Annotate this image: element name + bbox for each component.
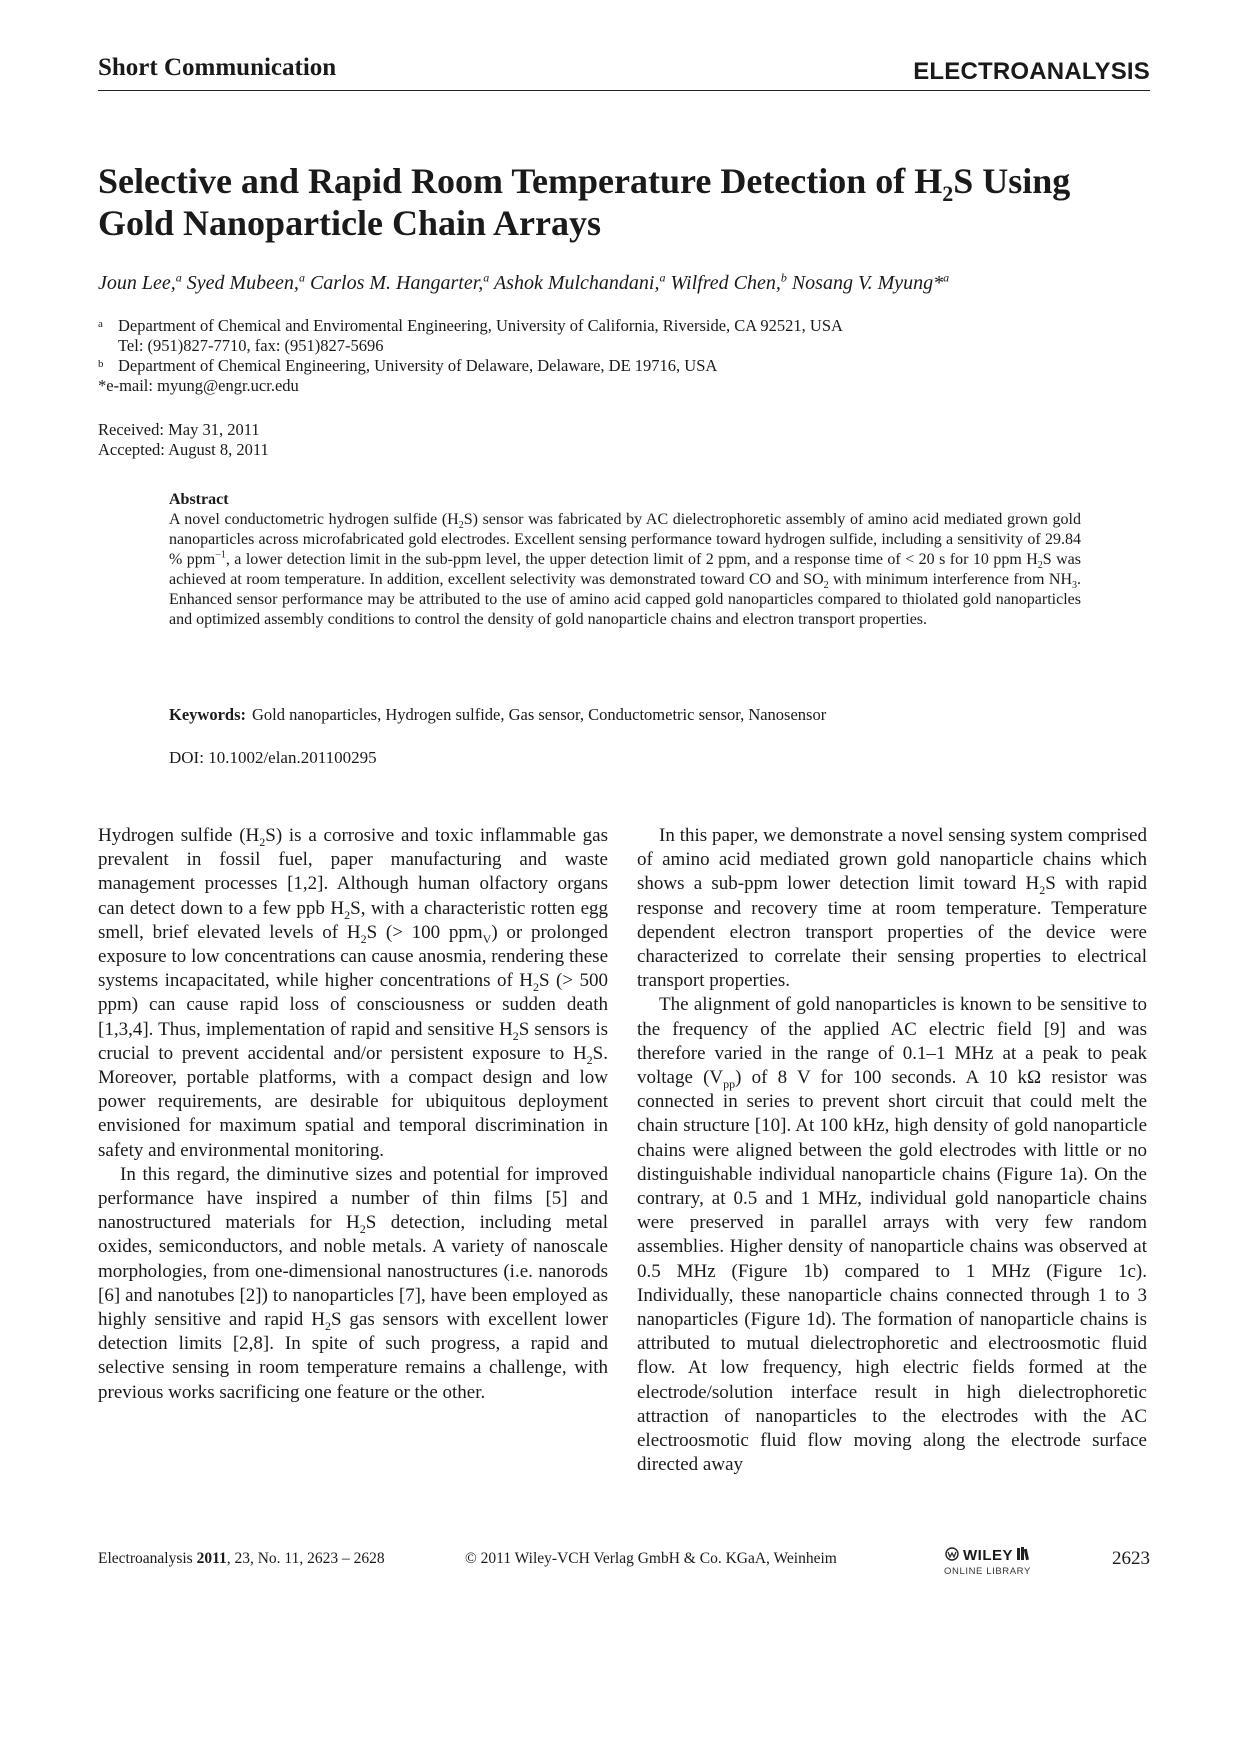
received-date: Received: May 31, 2011 xyxy=(98,420,260,439)
body-paragraph: Hydrogen sulfide $(H_2S)$ is a corrosive and toxic inflammable gas prevalent in fossil fuel, paper manufacturing and waste management processes [1,2]. Although human olfactory organs can detect down to a few ppb $H_2S$, with a characteristic rotten egg smell, brief elevated levels of $H_2S$ (> 100 ppm$_V$) or prolonged exposure to low concentrations can cause anosmia, rendering these systems incapacitated, while higher concentrations of $H_2S$ (> 500 ppm) can cause rapid loss of consciousness or sudden death [1,3,4]. Thus, implementation of rapid and sensitive $H_2S$ sensors is crucial to prevent accidental and/or persistent exposure to $H_2S$. Moreover, portable platforms, with a compact design and low power requirements, are desirable for ubiquitous deployment envisioned for maximum spatial and temporal discrimination in safety and environmental monitoring. xyxy=(98,825,608,1161)
journal-name: ELECTROANALYSIS xyxy=(913,58,1150,85)
author: Carlos M. Hangarter,$^a$ xyxy=(309,270,490,294)
author: Syed Mubeen,$^a$ xyxy=(186,270,305,294)
keywords xyxy=(169,705,826,725)
body-column-right xyxy=(637,824,1147,1477)
body-paragraph: The alignment of gold nanoparticles is known to be sensitive to the frequency of the applied AC electric field [9] and was therefore varied in the range of 0.1–1 MHz at a peak to peak voltage $(V_{pp})$ of 8 V for 100 seconds. A 10 kΩ resistor was connected in series to prevent short circuit that could melt the chain structure [10]. At 100 kHz, high density of gold nanoparticle chains were aligned between the gold electrodes with little or no distinguishable individual nanoparticle chains (Figure 1a). On the contrary, at 0.5 and 1 MHz, individual gold nanoparticle chains were preserved in parallel arrays with very few random assemblies. Higher density of nanoparticle chains was observed at 0.5 MHz (Figure 1b) compared to 1 MHz (Figure 1c). Individually, these nanoparticle chains connected through 1 to 3 nanoparticles (Figure 1d). The formation of nanoparticle chains is attributed to mutual dielectrophoretic and electroosmotic fluid flow. At low frequency, high electric fields formed at the electrode/solution interface result in high dielectrophoretic attraction of nanoparticles to the electrodes with the AC electroosmotic fluid flow moving along the electrode surface directed away xyxy=(637,994,1147,1476)
page-number: 2623 xyxy=(1112,1548,1150,1569)
article-title: Selective and Rapid Room Temperature Detection of $H_2S$ Using Gold Nanoparticle Chain Arrays xyxy=(98,161,1071,243)
corresponding-email: *e-mail: myung@engr.ucr.edu xyxy=(98,376,299,395)
wiley-mark-icon xyxy=(944,1547,960,1565)
body-paragraph: In this regard, the diminutive sizes and potential for improved performance have inspired a number of thin films [5] and nanostructured materials for $H_2S$ detection, including metal oxides, semiconductors, and noble metals. A variety of nanoscale morphologies, from one-dimensional nanostructures (i.e. nanorods [6] and nanotubes [2]) to nanoparticles [7], have been employed as highly sensitive and rapid $H_2S$ gas sensors with excellent lower detection limits [2,8]. In spite of such progress, a rapid and selective sensing in room temperature remains a challenge, with previous works sacrificing one feature or the other. xyxy=(98,1163,608,1403)
keywords-text: Gold nanoparticles, Hydrogen sulfide, Gas sensor, Conductometric sensor, Nanosensor xyxy=(252,705,827,724)
affiliation-b: b Department of Chemical Engineering, University of Delaware, Delaware, DE 19716, USA xyxy=(98,356,718,375)
article-dates xyxy=(98,420,269,460)
footer-copyright: © 2011 Wiley-VCH Verlag GmbH & Co. KGaA, Weinheim xyxy=(465,1550,837,1567)
affiliation-a: a Department of Chemical and Enviromental Engineering, University of California, Riverside, CA 92521, USA Tel: (951)827-7710, fax: (951)827-5696 xyxy=(98,316,843,355)
affiliations xyxy=(98,316,1158,396)
body-column-left xyxy=(98,824,608,1405)
author: Joun Lee,$^a$ xyxy=(98,270,182,294)
wiley-online-library-logo: WILEY ONLINE LIBRARY xyxy=(944,1547,1031,1577)
section-label: Short Communication xyxy=(98,54,337,81)
doi: DOI: 10.1002/elan.201100295 xyxy=(169,748,377,767)
author-list xyxy=(98,270,1158,295)
author: Wilfred Chen,$^b$ xyxy=(670,270,787,294)
body-paragraph: In this paper, we demonstrate a novel sensing system comprised of amino acid mediated grown gold nanoparticle chains which shows a sub-ppm lower detection limit toward $H_2S$ with rapid response and recovery time at room temperature. Temperature dependent electron transport properties of the device were characterized to correlate their sensing properties to electrical transport properties. xyxy=(637,825,1147,992)
footer-citation: Electroanalysis 2011, 23, No. 11, 2623 – 2628 xyxy=(98,1550,385,1567)
abstract xyxy=(169,490,1081,630)
page-footer xyxy=(98,1546,1150,1582)
abstract-text: A novel conductometric hydrogen sulfide $(H_2S)$ sensor was fabricated by AC dielectrophoretic assembly of amino acid mediated grown gold nanoparticles across microfabricated gold electrodes. Excellent sensing performance toward hydrogen sulfide, including a sensitivity of 29.84 % ppm$^{-1}$, a lower detection limit in the sub-ppm level, the upper detection limit of 2 ppm, and a response time of < 20 s for 10 ppm $H_2S$ was achieved at room temperature. In addition, excellent selectivity was demonstrated toward CO and $SO_2$ with minimum interference from $NH_3$. Enhanced sensor performance may be attributed to the use of amino acid capped gold nanoparticles compared to thiolated gold nanoparticles and optimized assembly conditions to control the density of gold nanoparticle chains and electron transport properties. xyxy=(169,511,1082,628)
abstract-heading: Abstract xyxy=(169,491,229,508)
keywords-label: Keywords: xyxy=(169,705,246,724)
running-header xyxy=(98,48,1150,91)
library-books-icon xyxy=(1016,1546,1032,1565)
author: Nosang V. Myung*$^a$ xyxy=(791,270,950,294)
author: Ashok Mulchandani,$^a$ xyxy=(493,270,666,294)
accepted-date: Accepted: August 8, 2011 xyxy=(98,440,269,459)
